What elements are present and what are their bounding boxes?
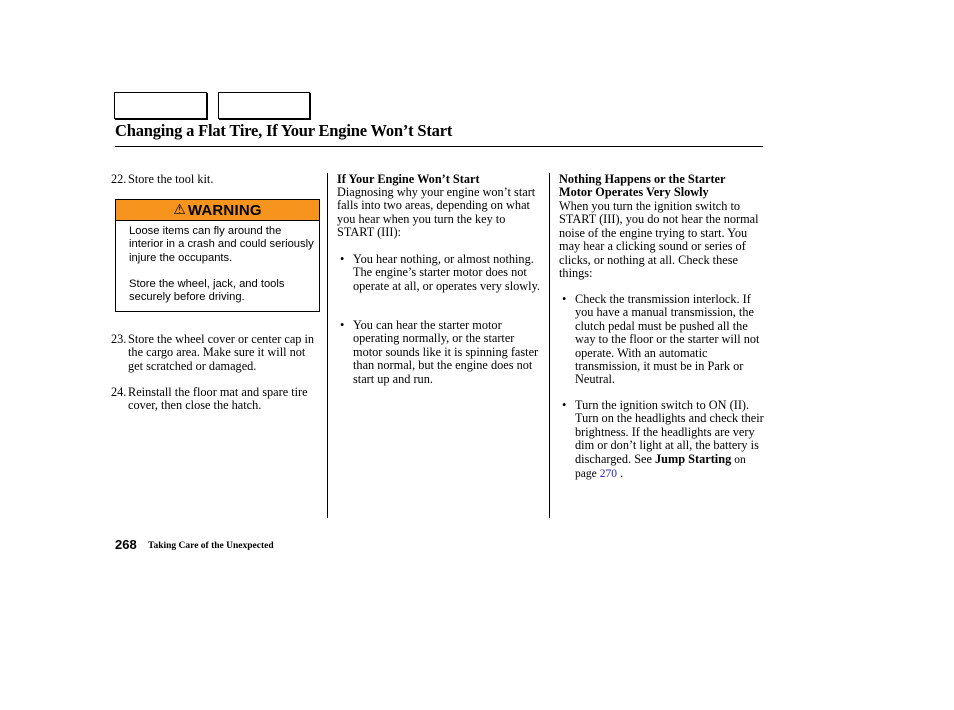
step-text: Store the tool kit.: [128, 172, 214, 186]
warning-header: [116, 200, 319, 221]
page-title: Changing a Flat Tire, If Your Engine Won’t Start: [115, 121, 453, 140]
page-link[interactable]: 270: [599, 468, 618, 481]
column-divider-2: [549, 173, 550, 518]
nav-tab-2[interactable]: [218, 92, 310, 119]
step-number: 24.: [111, 385, 127, 399]
title-rule: [115, 146, 763, 147]
section-heading-nothing-happens: Nothing Happens or the Starter Motor Operates Very Slowly: [559, 172, 726, 200]
page-number: 268: [115, 537, 137, 552]
bullet-text-block: [575, 399, 764, 481]
page-reference-label: on page: [575, 453, 746, 481]
bullet-item: [562, 399, 764, 481]
intro-paragraph: Diagnosing why your engine won’t start falls into two areas, depending on what you hear when you turn the key to START (III):: [337, 185, 536, 240]
section-heading-engine-wont-start: If Your Engine Won’t Start: [337, 172, 480, 186]
warning-triangle-icon: ⚠: [173, 202, 186, 218]
column-divider-1: [327, 173, 328, 518]
nav-tab-1[interactable]: [114, 92, 207, 119]
intro-paragraph: When you turn the ignition switch to START (III), you do not hear the normal noise of the engine trying to start. You may hear a clicking sound or series of clicks, or nothing at all. Check these things:: [559, 199, 759, 281]
warning-box: [115, 199, 320, 312]
bullet-text: Check the transmission interlock. If you have a manual transmission, the clutch pedal must be pushed all the way to the floor or the starter will not operate. With an automatic transmission, it must be in Park or Neutral.: [575, 292, 760, 387]
section-name: Taking Care of the Unexpected: [148, 541, 274, 551]
step-24: [111, 386, 321, 413]
warning-label: WARNING: [187, 201, 262, 219]
warning-text-2: Store the wheel, jack, and tools securely before driving.: [129, 278, 285, 304]
bullet-text: You hear nothing, or almost nothing. The engine’s starter motor does not operate at all, or operates very slowly.: [353, 252, 540, 293]
step-22: [111, 173, 321, 186]
step-number: 23.: [111, 332, 127, 346]
bullet-icon: •: [340, 252, 345, 266]
bullet-text: Turn the ignition switch to ON (II). Turn on the headlights and check their brightness. If the headlights are very dim or don’t light at all, the battery is discharged. See: [575, 398, 764, 466]
jump-starting-reference: Jump Starting: [655, 451, 732, 466]
step-number: 22.: [111, 172, 127, 186]
bullet-item: [340, 319, 542, 386]
bullet-icon: •: [562, 398, 567, 412]
bullet-item: [340, 253, 542, 293]
bullet-text: You can hear the starter motor operating normally, or the starter motor sounds like it is spinning faster than normal, but the engine does not start up and run.: [353, 318, 539, 386]
step-text: Store the wheel cover or center cap in the cargo area. Make sure it will not get scratched or damaged.: [128, 332, 315, 373]
step-text: Reinstall the floor mat and spare tire cover, then close the hatch.: [128, 385, 308, 413]
sentence-end: .: [620, 466, 624, 481]
bullet-item: [562, 293, 764, 387]
step-23: [111, 333, 321, 373]
warning-text-1: Loose items can fly around the interior in a crash and could seriously injure the occupants.: [129, 225, 314, 264]
bullet-icon: •: [562, 292, 567, 306]
bullet-icon: •: [340, 318, 345, 332]
